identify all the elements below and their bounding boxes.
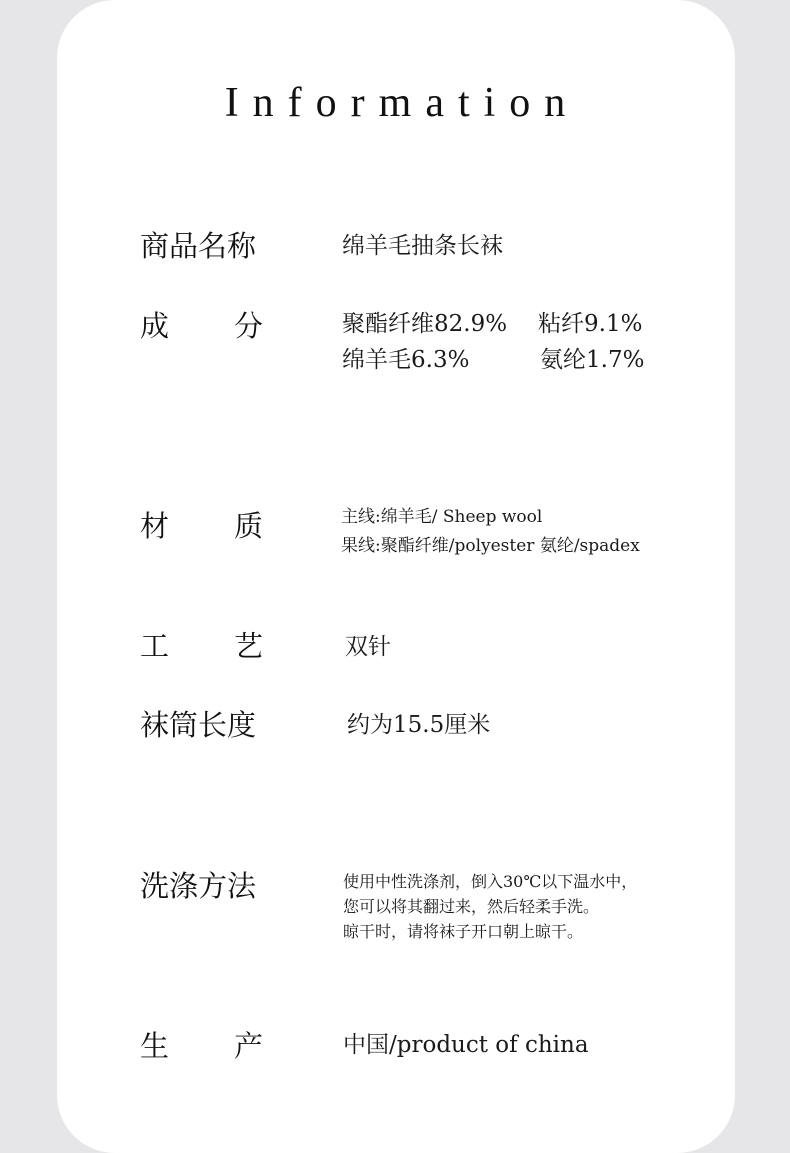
origin-label-char-1: 生 [140,1029,170,1063]
composition-item-viscose: 粘纤9.1% [538,311,643,337]
material-label [140,509,263,543]
composition-item-wool: 绵羊毛6.3% [342,347,470,373]
origin-value: 中国/product of china [343,1032,589,1058]
craft-value: 双针 [345,634,391,660]
page-title: Information [224,80,580,126]
washing-line-1: 使用中性洗涤剂，倒入30℃以下温水中， [343,872,638,891]
material-label-char-2: 质 [233,509,263,543]
info-card [57,0,735,1153]
composition-label-char-2: 分 [233,309,263,343]
material-secondary-yarn: 果线:聚酯纤维/polyester 氨纶/spadex [341,536,640,556]
material-main-yarn: 主线:绵羊毛/ Sheep wool [341,507,543,527]
composition-label-char-1: 成 [140,309,170,343]
craft-label-char-1: 工 [140,629,170,663]
washing-line-3: 晾干时，请将袜子开口朝上晾干。 [343,922,584,941]
origin-label [140,1029,263,1063]
product-name-value: 绵羊毛抽条长袜 [342,233,503,259]
washing-line-2: 您可以将其翻过来，然后轻柔手洗。 [343,897,600,916]
craft-label [140,629,263,663]
sock-length-value: 约为15.5厘米 [347,712,491,738]
washing-label: 洗涤方法 [140,869,257,903]
composition-item-spandex: 氨纶1.7% [540,347,645,373]
origin-label-char-2: 产 [233,1029,263,1063]
sock-length-label: 袜筒长度 [140,708,257,742]
composition-item-polyester: 聚酯纤维82.9% [342,311,508,337]
composition-label [140,309,263,343]
material-label-char-1: 材 [140,509,170,543]
craft-label-char-2: 艺 [233,629,263,663]
product-name-label: 商品名称 [140,229,257,263]
